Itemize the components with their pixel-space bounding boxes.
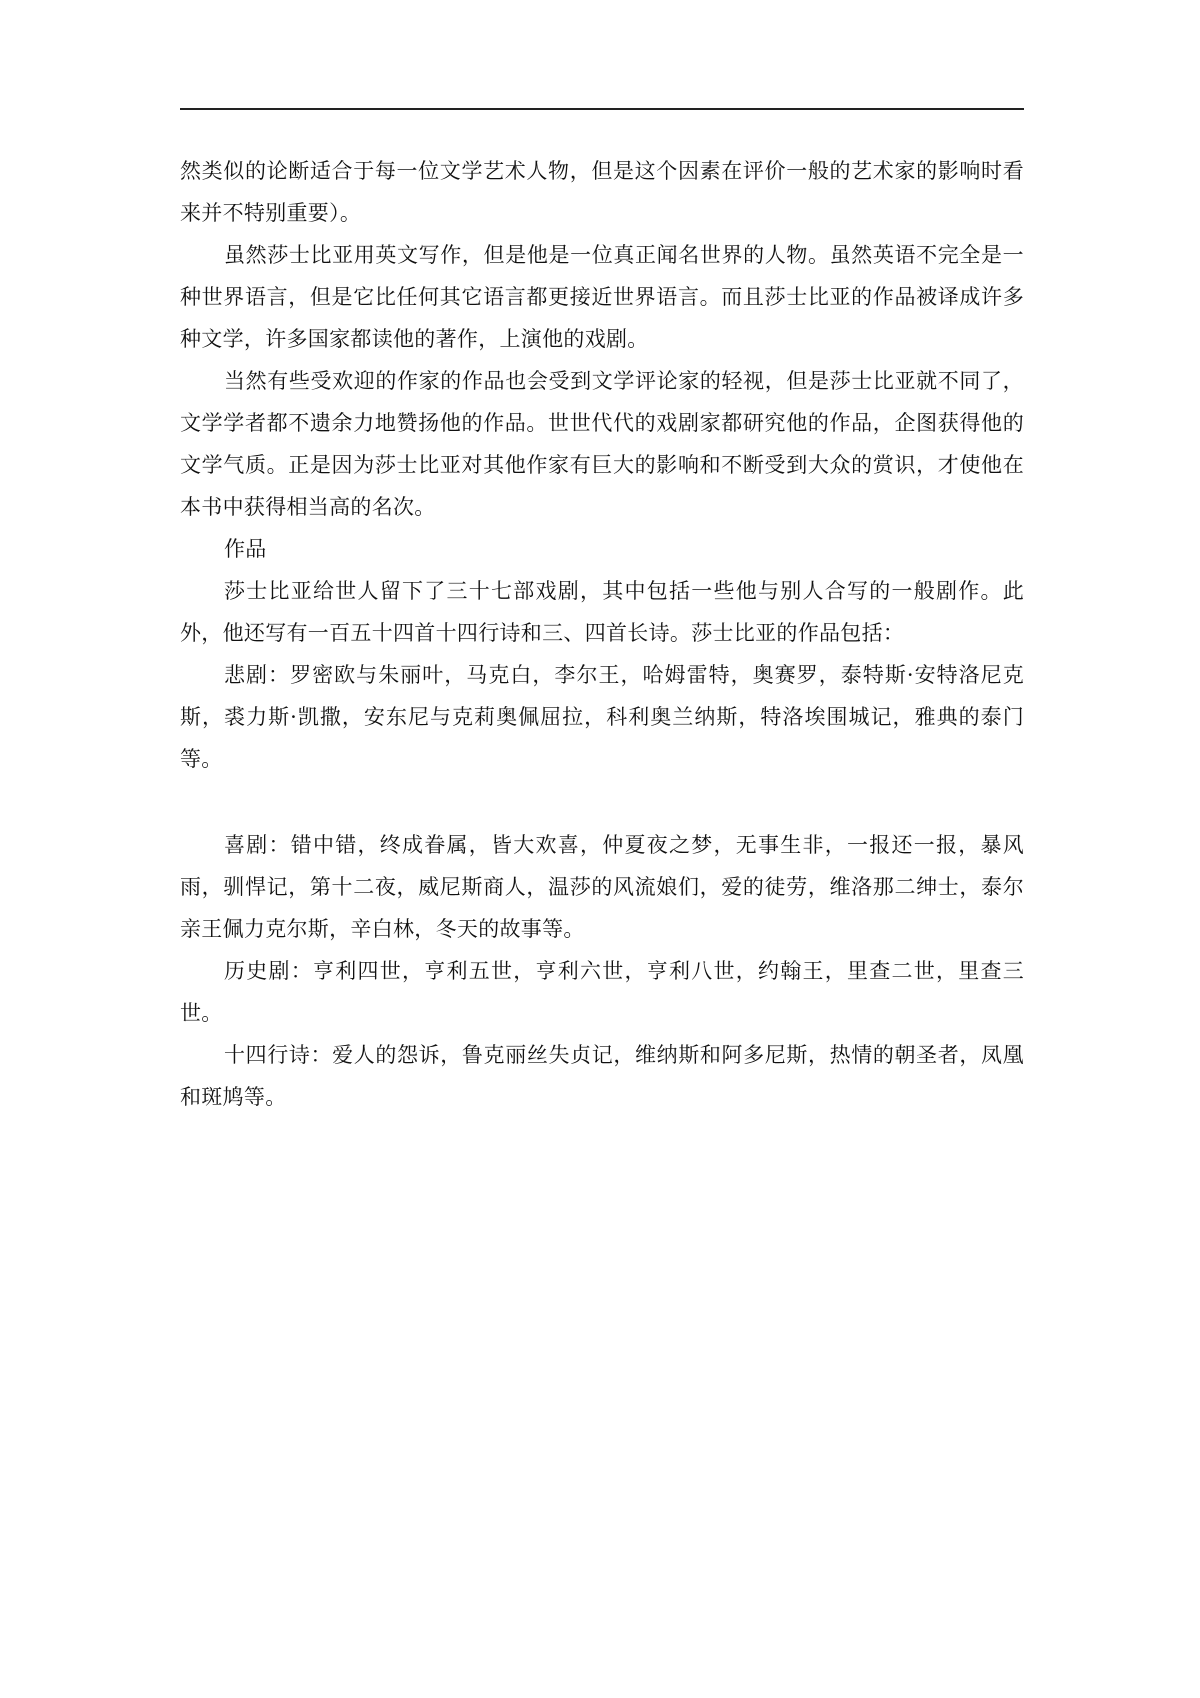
paragraph-critics: 当然有些受欢迎的作家的作品也会受到文学评论家的轻视，但是莎士比亚就不同了，文学学者都不遗余力地赞扬他的作品。世世代代的戏剧家都研究他的作品，企图获得他的文学气质。正是因为莎士比亚对其他作家有巨大的影响和不断受到大众的赏识，才使他在本书中获得相当高的名次。 (180, 369, 1024, 519)
header-rule (180, 108, 1024, 110)
paragraph-continuation: 然类似的论断适合于每一位文学艺术人物，但是这个因素在评价一般的艺术家的影响时看来并不特别重要）。 (180, 159, 1024, 225)
blank-gap (180, 780, 1024, 824)
section-heading-works: 作品 (224, 537, 267, 561)
paragraph-sonnets: 十四行诗：爱人的怨诉，鲁克丽丝失贞记，维纳斯和阿多尼斯，热情的朝圣者，凤凰和斑鸠等。 (180, 1043, 1024, 1109)
paragraph-comedies: 喜剧：错中错，终成眷属，皆大欢喜，仲夏夜之梦，无事生非，一报还一报，暴风雨，驯悍记，第十二夜，威尼斯商人，温莎的风流娘们，爱的徒劳，维洛那二绅士，泰尔亲王佩力克尔斯，辛白林，冬天的故事等。 (180, 833, 1024, 941)
paragraph-works-summary: 莎士比亚给世人留下了三十七部戏剧，其中包括一些他与别人合写的一般剧作。此外，他还写有一百五十四首十四行诗和三、四首长诗。莎士比亚的作品包括： (180, 579, 1024, 645)
paragraph-histories: 历史剧：亨利四世，亨利五世，亨利六世，亨利八世，约翰王，里查二世，里查三世。 (180, 959, 1024, 1025)
paragraph-world-figure: 虽然莎士比亚用英文写作，但是他是一位真正闻名世界的人物。虽然英语不完全是一种世界语言，但是它比任何其它语言都更接近世界语言。而且莎士比亚的作品被译成许多种文学，许多国家都读他的著作，上演他的戏剧。 (180, 243, 1024, 351)
document-body (180, 150, 1024, 1118)
paragraph-tragedies: 悲剧：罗密欧与朱丽叶，马克白，李尔王，哈姆雷特，奥赛罗，泰特斯·安特洛尼克斯，裘力斯·凯撒，安东尼与克莉奥佩屈拉，科利奥兰纳斯，特洛埃围城记，雅典的泰门等。 (180, 663, 1024, 771)
